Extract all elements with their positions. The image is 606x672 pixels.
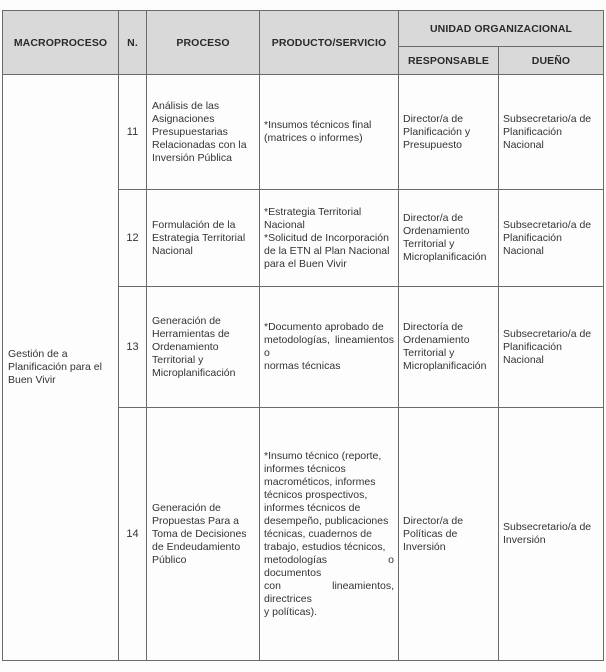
process-table	[2, 10, 604, 661]
product-service: *Estrategia Territorial Nacional *Solicitud de Incorporación de la ETN al Plan Nacional para el Buen Vivir	[260, 190, 399, 287]
row-number: 13	[119, 287, 147, 408]
header-numero: N.	[119, 11, 147, 75]
responsible-unit: Director/a de Ordenamiento Territorial y Microplanificación	[399, 190, 499, 287]
process-name: Formulación de la Estrategia Territorial Nacional	[147, 190, 260, 287]
header-macroproceso: MACROPROCESO	[3, 11, 119, 75]
header-producto: PRODUCTO/SERVICIO	[260, 11, 399, 75]
row-number: 11	[119, 75, 147, 190]
table-row	[3, 75, 604, 190]
product-service: *Insumo técnico (reporte, informes técnicos macrométicos, informes técnicos prospectivos, informes técnicos de desempeño, publicaciones técnicas, cuadernos de trabajo, estudios técnicos, metodologías o documentos con lineamientos, directrices y políticas).	[260, 408, 399, 661]
owner-unit: Subsecretario/a de Planificación Nacional	[499, 190, 604, 287]
product-service: *Documento aprobado de metodologías, lineamientos o normas técnicas	[260, 287, 399, 408]
responsible-unit: Director/a de Políticas de Inversión	[399, 408, 499, 661]
header-unidad-organizacional: UNIDAD ORGANIZACIONAL	[399, 11, 604, 47]
process-name: Generación de Herramientas de Ordenamiento Territorial y Microplanificación	[147, 287, 260, 408]
product-service: *Insumos técnicos final (matrices o informes)	[260, 75, 399, 190]
header-dueno: DUEÑO	[499, 47, 604, 75]
macroproceso-label: Gestión de a Planificación para el Buen Vivir	[8, 348, 102, 386]
responsible-unit: Directoría de Ordenamiento Territorial y Microplanificación	[399, 287, 499, 408]
owner-unit: Subsecretario/a de Planificación Nacional	[499, 75, 604, 190]
header-row-top	[3, 11, 604, 47]
owner-unit: Subsecretario/a de Inversión	[499, 408, 604, 661]
process-name: Generación de Propuestas Para a Toma de Decisiones de Endeudamiento Público	[147, 408, 260, 661]
row-number: 14	[119, 408, 147, 661]
owner-unit: Subsecretario/a de Planificación Nacional	[499, 287, 604, 408]
process-name: Análisis de las Asignaciones Presupuestarias Relacionadas con la Inversión Pública	[147, 75, 260, 190]
header-proceso: PROCESO	[147, 11, 260, 75]
row-number: 12	[119, 190, 147, 287]
macroproceso-cell	[3, 75, 119, 661]
responsible-unit: Director/a de Planificación y Presupuesto	[399, 75, 499, 190]
header-responsable: RESPONSABLE	[399, 47, 499, 75]
